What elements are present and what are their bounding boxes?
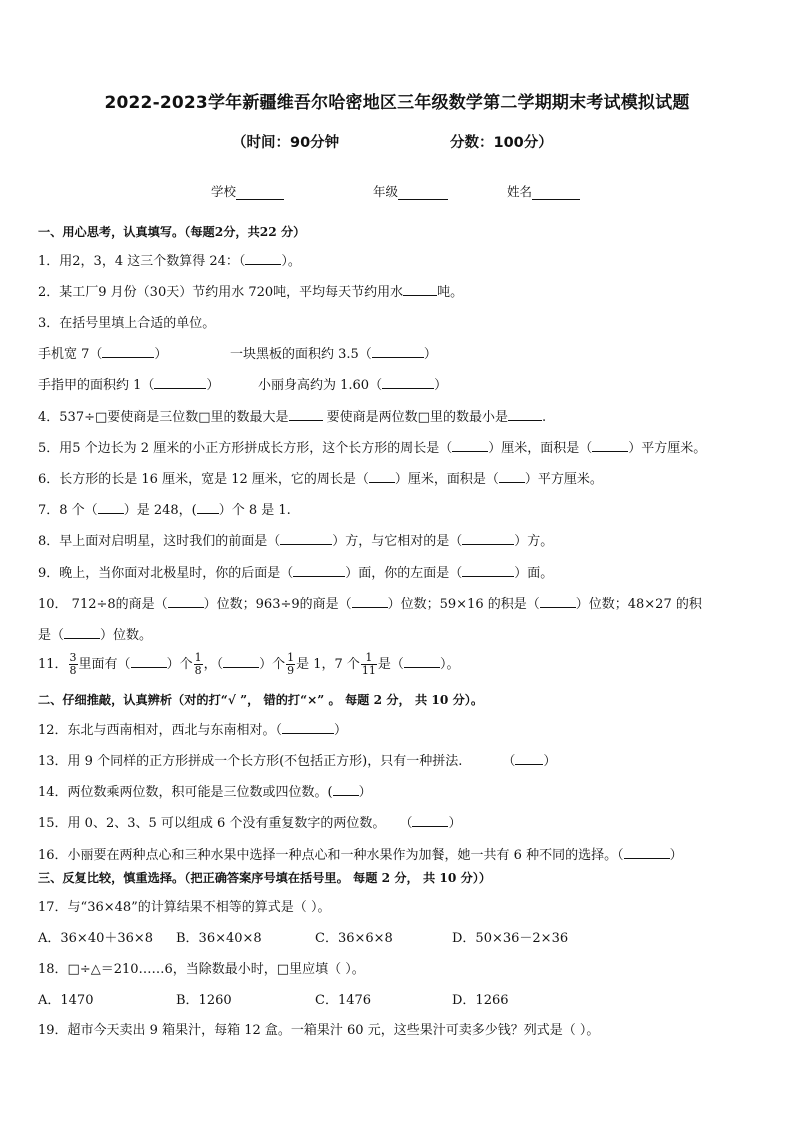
q9-end: ）面。 [514,566,554,581]
fraction-numerator: 1 [194,651,202,664]
q15-text: 15．用 0、2、3、5 可以组成 6 个没有重复数字的两位数。 [38,816,386,831]
q13-open: （ [502,754,516,769]
q3b-text: 一块黑板的面积约 3.5（ [230,347,372,362]
question-19: 19．超市今天卖出 9 箱果汁，每箱 12 盒。一箱果汁 60 元，这些果汁可卖多少钱？列式是（ ）。 [38,1023,600,1038]
q10-end: ）位数。 [100,628,153,643]
question-10-cont [38,624,152,643]
q14-blank[interactable] [333,783,359,796]
q15-blank[interactable] [412,814,448,827]
q6-mid: ）厘米，面积是（ [394,472,499,487]
q7-blank-1[interactable] [98,501,124,514]
q16-text: 16．小丽要在两种点心和三种水果中选择一种点心和一种水果作为加餐，她一共有 6 种不同的选择。（ [38,848,624,863]
fraction-1-9 [286,652,295,677]
section-1-heading: 一、用心思考，认真填写。（每题2分，共22 分） [38,225,306,239]
total-score: 分数：100分） [450,135,553,151]
q7-text: 7．8 个（ [38,503,98,518]
fraction-denominator: 8 [69,664,77,677]
q10-mid-3: ）位数；48×27 的积 [575,597,702,612]
q11-blank-3[interactable] [404,655,440,668]
fraction-denominator: 9 [287,664,295,677]
question-18: 18．□÷△＝210……6，当除数最小时，□里应填（ ）。 [38,962,365,977]
q11-text-5: 是 1，7 个 [296,657,360,672]
q4-end: . [541,410,547,425]
q6-blank-2[interactable] [499,470,525,483]
question-15 [38,812,461,831]
q2-end: 吨。 [437,285,464,300]
question-9 [38,562,553,581]
q11-text-4: ）个 [259,657,286,672]
q18-option-c[interactable]: C．1476 [315,993,372,1008]
fraction-1-11 [361,652,377,677]
q3d-blank[interactable] [382,376,434,389]
grade-blank[interactable] [398,185,448,200]
q10-text: 10． 712÷8的商是（ [38,597,168,612]
q16-blank[interactable] [624,846,670,859]
q3c-text: 手指甲的面积约 1（ [38,378,155,393]
q1-text: 1．用2，3，4 这三个数算得 24：（ [38,254,246,269]
question-3: 3．在括号里填上合适的单位。 [38,316,216,331]
exam-subtitle [232,131,553,152]
q18-option-b[interactable]: B．1260 [176,993,232,1008]
q11-text-3: ，（ [203,657,224,672]
question-1 [38,250,301,269]
question-11 [38,652,459,677]
q13-text: 13．用 9 个同样的正方形拼成一个长方形(不包括正方形)，只有一种拼法. [38,754,463,769]
q11-text-2: ）个 [166,657,193,672]
q4-text: 4．537÷□要使商是三位数□里的数最大是 [38,410,289,425]
q13-blank[interactable] [515,752,543,765]
q5-end: ）平方厘米。 [628,441,707,456]
q11-text-1: 里面有（ [78,657,131,672]
q7-end: ）个 8 是 1. [218,503,291,518]
q1-blank[interactable] [245,252,281,265]
q3c-blank[interactable] [154,376,206,389]
q10-blank-4[interactable] [64,626,100,639]
q9-text: 9．晚上，当你面对北极星时，你的后面是（ [38,566,294,581]
q4-blank-2[interactable] [508,408,542,421]
name-label: 姓名 [507,184,533,199]
q17-option-a[interactable]: A．36×40＋36×8 [38,931,154,946]
q11-end: ）。 [439,657,460,672]
q2-blank[interactable] [403,283,437,296]
q2-text: 2．某工厂9 月份（30天）节约用水 720吨，平均每天节约用水 [38,285,404,300]
question-8 [38,530,553,549]
question-3b [230,343,437,362]
q14-text: 14．两位数乘两位数，积可能是三位数或四位数。( [38,785,333,800]
q14-end: ） [358,785,372,800]
q11-blank-2[interactable] [223,655,259,668]
q11-blank-1[interactable] [131,655,167,668]
q8-blank-2[interactable] [462,532,514,545]
q6-end: ）平方厘米。 [524,472,603,487]
q3b-end: ） [423,347,437,362]
q8-text: 8．早上面对启明星，这时我们的前面是（ [38,534,281,549]
q3d-text: 小丽身高约为 1.60（ [258,378,383,393]
q8-end: ）方。 [514,534,554,549]
fraction-denominator: 8 [194,664,202,677]
school-label: 学校 [211,184,237,199]
fraction-numerator: 1 [287,651,295,664]
q10-mid-1: ）位数；963÷9的商是（ [203,597,352,612]
grade-label: 年级 [373,184,399,199]
question-14 [38,781,372,800]
q10-blank-1[interactable] [168,595,204,608]
q8-mid: ）方，与它相对的是（ [332,534,463,549]
grade-field [373,182,448,200]
name-field [507,182,580,200]
question-3a [38,343,167,362]
q1-end: ）。 [281,254,301,269]
q17-option-b[interactable]: B．36×40×8 [176,931,262,946]
q12-end: ） [334,723,348,738]
q3c-end: ） [206,378,220,393]
q12-blank[interactable] [282,721,334,734]
question-10 [38,593,702,612]
q11-text-6: 是（ [377,657,404,672]
q18-option-d[interactable]: D．1266 [452,993,509,1008]
q10-blank-2[interactable] [352,595,388,608]
q11-number: 11． [38,657,68,672]
school-blank[interactable] [236,185,284,200]
question-3d [258,374,447,393]
section-2-heading: 二、仔细推敲，认真辨析（对的打“√ ”， 错的打“×” 。 每题 2 分， 共 10 分）。 [38,693,484,707]
q9-blank-2[interactable] [462,564,514,577]
q12-text: 12．东北与西南相对，西北与东南相对。（ [38,723,283,738]
q15-end: ） [448,816,462,831]
q17-option-c[interactable]: C．36×6×8 [315,931,393,946]
q10-mid-2: ）位数；59×16 的积是（ [387,597,540,612]
question-7 [38,499,291,518]
q10-cont-text: 是（ [38,628,65,643]
q6-blank-1[interactable] [369,470,395,483]
q13-end: ） [543,754,557,769]
question-17: 17．与“36×48”的计算结果不相等的算式是（ ）。 [38,900,331,915]
q16-end: ） [669,848,683,863]
question-16 [38,844,683,863]
q18-option-a[interactable]: A．1470 [38,993,94,1008]
fraction-numerator: 3 [69,651,77,664]
exam-title: 2022-2023学年新疆维吾尔哈密地区三年级数学第二学期期末考试模拟试题 [104,93,690,113]
q7-mid: ）是 248，( [123,503,197,518]
question-6 [38,468,603,487]
q9-mid: ）面，你的左面是（ [345,566,463,581]
q9-blank-1[interactable] [293,564,345,577]
section-3-heading: 三、反复比较，慎重选择。（把正确答案序号填在括号里。 每题 2 分， 共 10 分）） [38,871,492,885]
fraction-numerator: 1 [361,652,377,665]
q3b-blank[interactable] [372,345,424,358]
q4-blank-1[interactable] [289,408,323,421]
name-blank[interactable] [532,185,580,200]
school-field [211,182,284,200]
q15-open: （ [399,816,413,831]
q3a-text: 手机宽 7（ [38,347,103,362]
q3a-end: ） [154,347,168,362]
q5-text: 5．用5 个边长为 2 厘米的小正方形拼成长方形，这个长方形的周长是（ [38,441,453,456]
fraction-denominator: 11 [361,664,376,677]
question-3c [38,374,219,393]
q4-mid: 要使商是两位数□里的数最小是 [322,410,508,425]
q6-text: 6．长方形的长是 16 厘米，宽是 12 厘米，它的周长是（ [38,472,369,487]
time-limit: （时间：90分钟 [232,135,340,151]
question-12 [38,719,347,738]
question-2 [38,281,463,300]
q5-mid: ）厘米，面积是（ [488,441,593,456]
fraction-3-8 [69,652,78,677]
q17-option-d[interactable]: D．50×36－2×36 [452,931,569,946]
q3a-blank[interactable] [102,345,154,358]
q7-blank-2[interactable] [197,501,219,514]
question-4 [38,406,546,425]
question-5 [38,437,706,456]
q5-blank-1[interactable] [452,439,488,452]
q10-blank-3[interactable] [540,595,576,608]
fraction-1-8 [194,652,203,677]
q8-blank-1[interactable] [280,532,332,545]
question-13 [38,750,556,769]
q5-blank-2[interactable] [592,439,628,452]
q3d-end: ） [434,378,448,393]
